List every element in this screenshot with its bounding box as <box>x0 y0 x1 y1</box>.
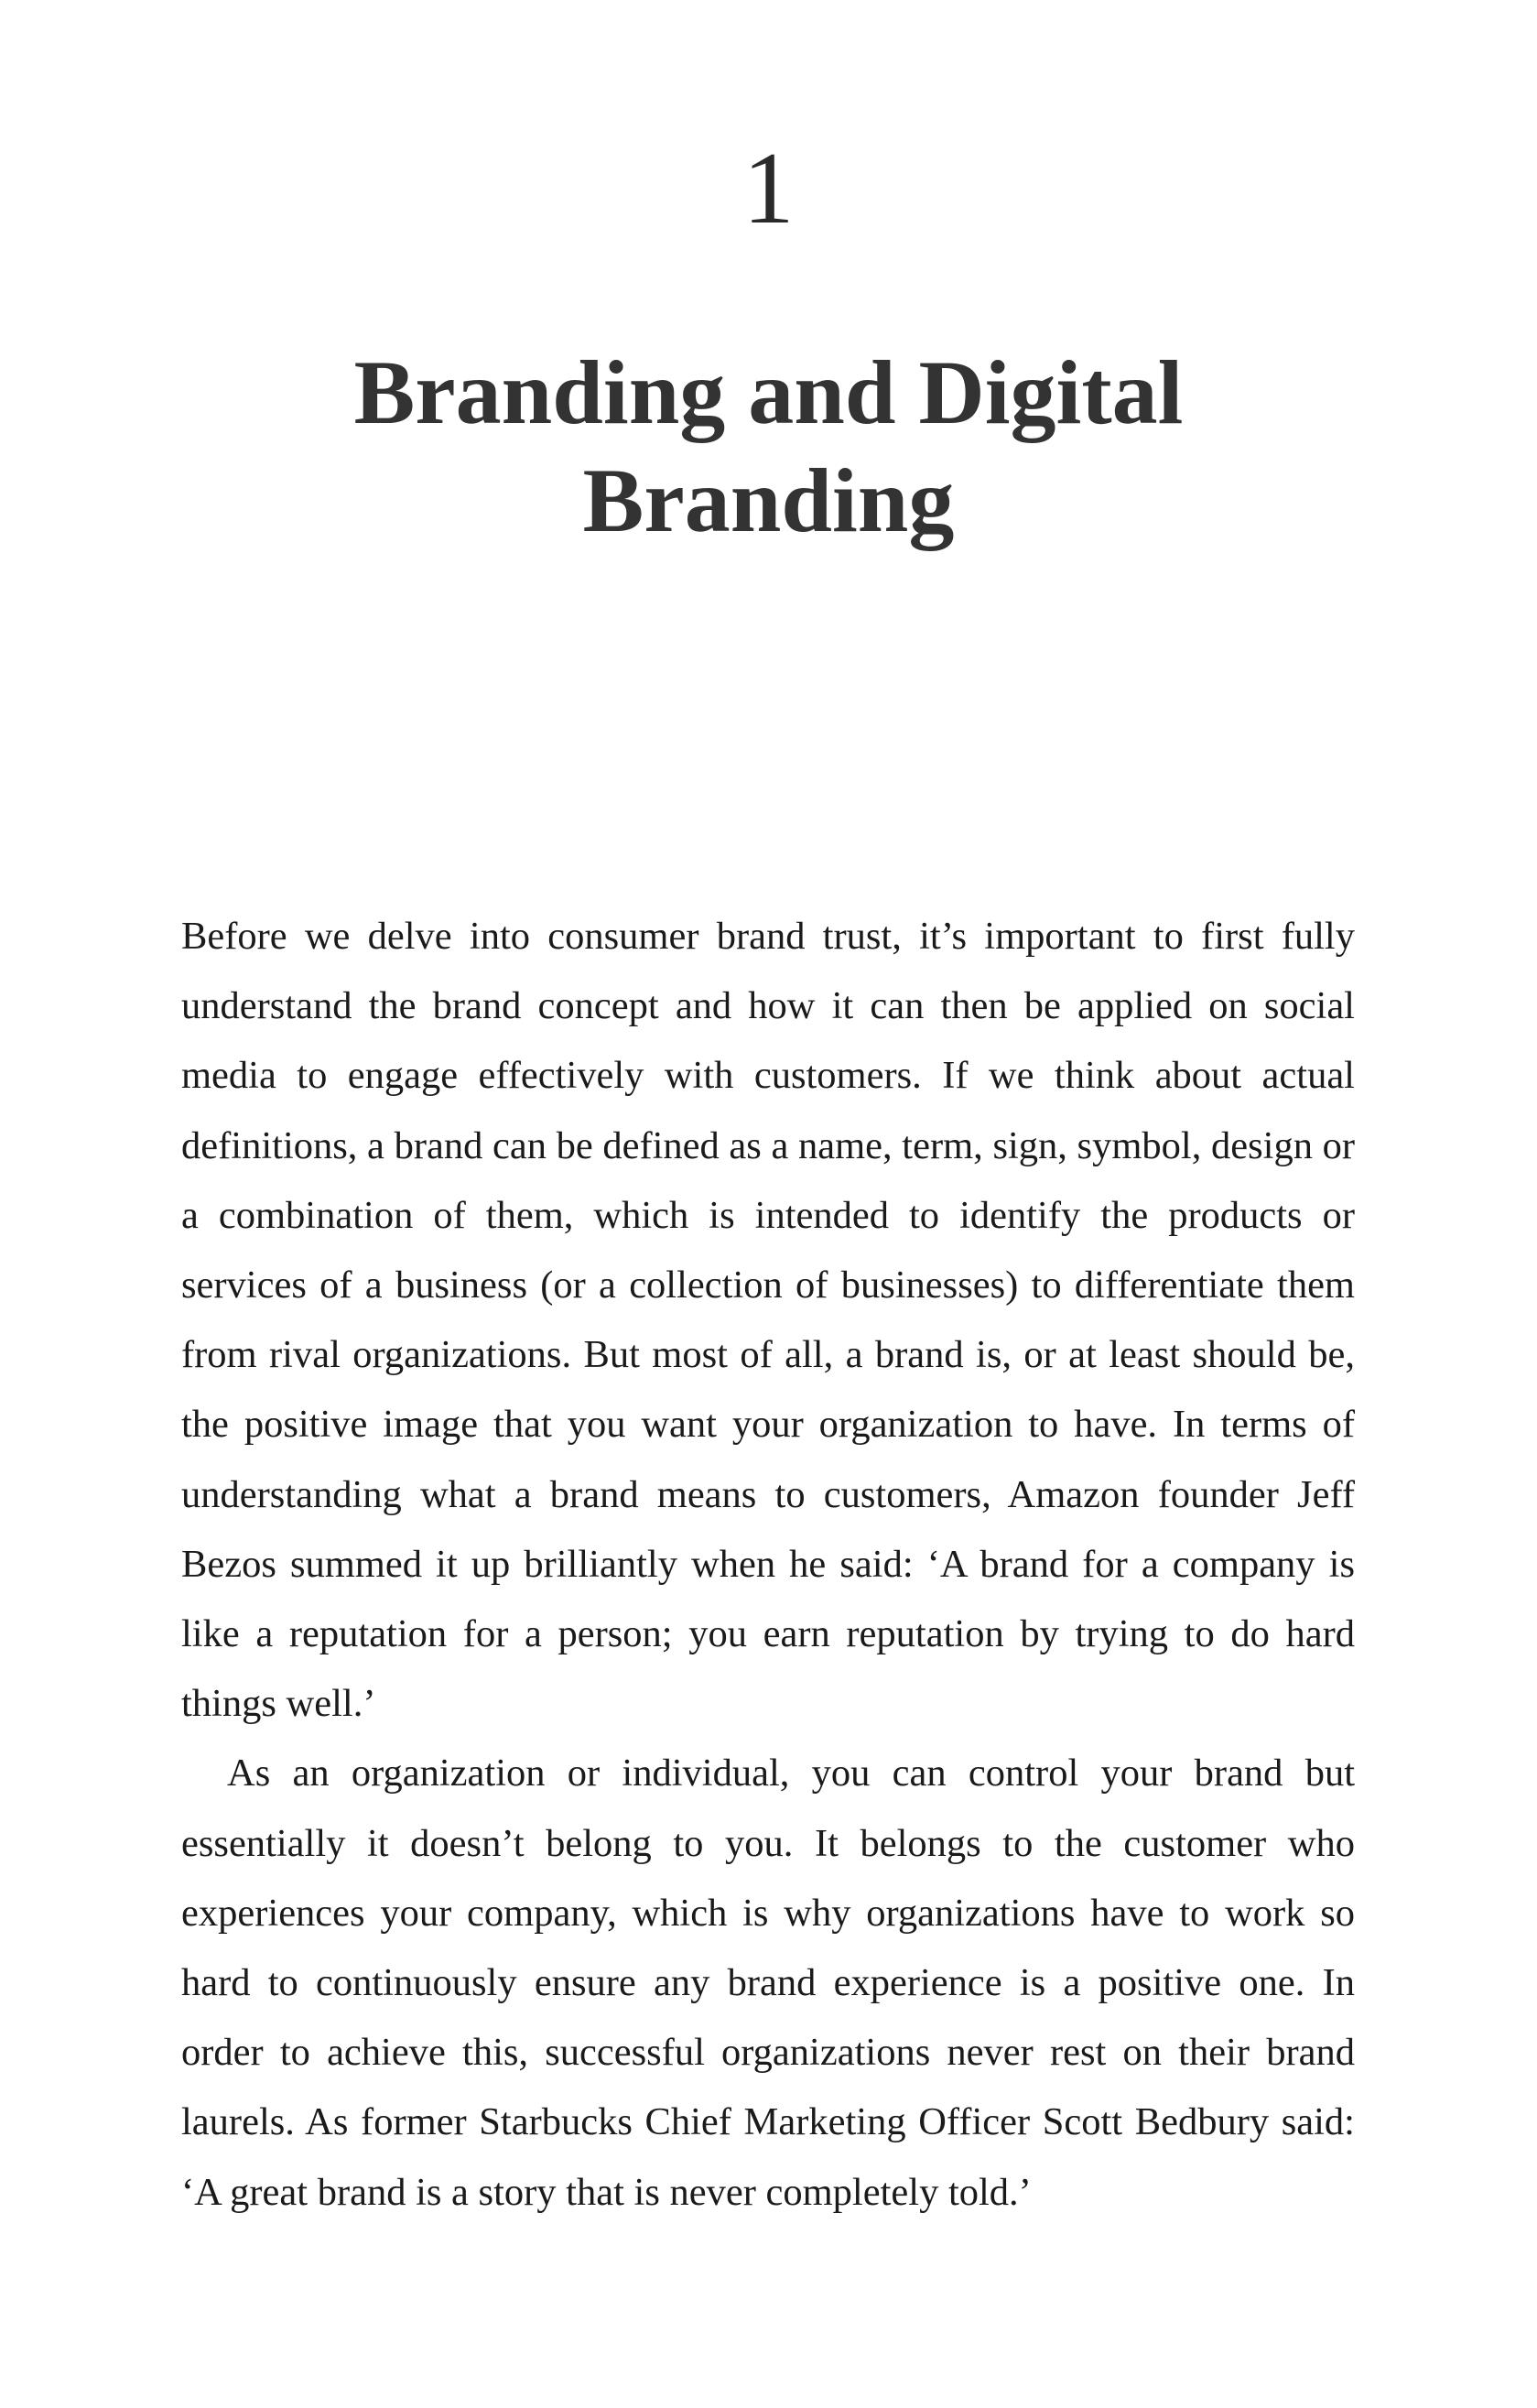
paragraph-1: Before we delve into consumer brand trust, it’s important to first fully understand the brand concept and how it can then be applied on social media to engage effectively with customers. If we think about actual definitions, a brand can be defined as a name, term, sign, symbol, design or a combination of them, which is intended to identify the products or services of a business (or a collection of businesses) to differentiate them from rival organizations. But most of all, a brand is, or at least should be, the positive image that you want your organization to have. In terms of understanding what a brand means to customers, Amazon founder Jeff Bezos summed it up brilliantly when he said: ‘A brand for a company is like a reputation for a person; you earn reputation by trying to do hard things well.’ <box>181 915 1355 1726</box>
chapter-number: 1 <box>742 132 795 245</box>
paragraph-2: As an organization or individual, you can control your brand but essentially it doesn’t belong to you. It belongs to the customer who experiences your company, which is why organizations have to work so hard to continuously ensure any brand experience is a positive one. In order to achieve this, successful organizations never rest on their brand laurels. As former Starbucks Chief Marketing Officer Scott Bedbury said: ‘A great brand is a story that is never completely told.’ <box>181 1752 1355 2214</box>
chapter-title: Branding and Digital Branding <box>353 342 1184 551</box>
body-text <box>181 902 1355 2228</box>
